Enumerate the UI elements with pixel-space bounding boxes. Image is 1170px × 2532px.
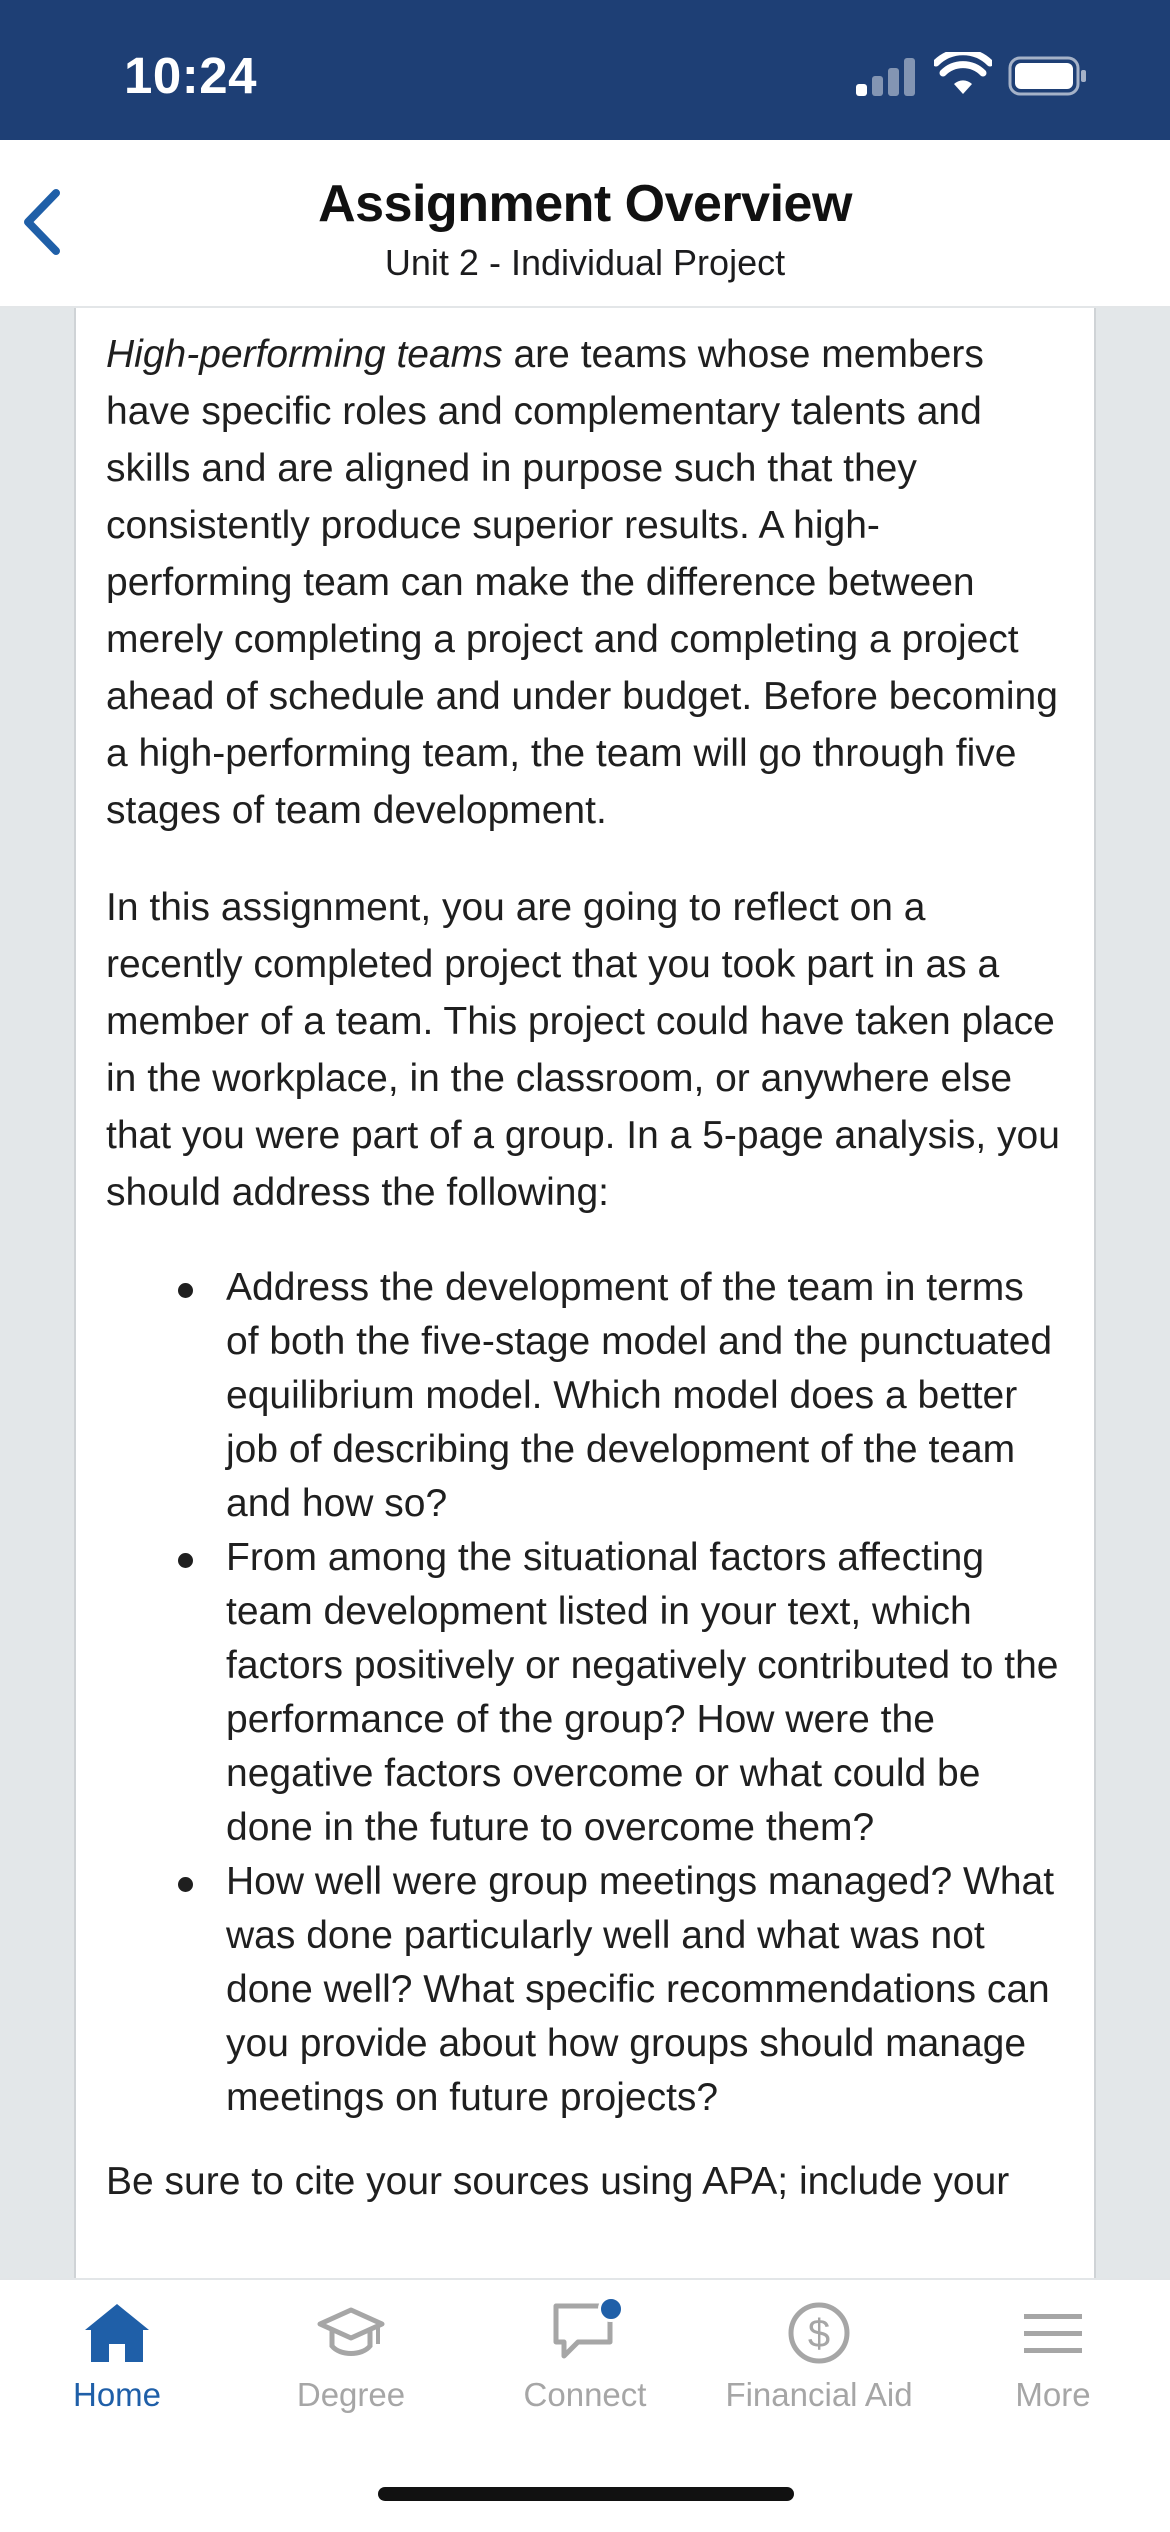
page-title: Assignment Overview <box>318 175 852 233</box>
assignment-card <box>74 308 1096 2278</box>
intro-paragraph <box>106 326 1064 839</box>
requirements-list <box>106 1261 1064 2125</box>
chat-bubble-icon <box>550 2300 620 2366</box>
list-item: From among the situational factors affecting team development listed in your text, which factors positively or negatively contributed to the performance of the group? How were the negative factors overcome or what could be done in the future to overcome them? <box>106 1531 1064 1855</box>
tab-more[interactable] <box>936 2300 1170 2420</box>
tab-label: Financial Aid <box>725 2376 913 2413</box>
tab-connect[interactable] <box>468 2300 702 2420</box>
intro-term: High-performing teams <box>106 333 503 376</box>
navigation-header <box>0 140 1170 308</box>
tab-home[interactable] <box>0 2300 234 2420</box>
dollar-circle-icon <box>784 2300 854 2366</box>
closing-paragraph: Be sure to cite your sources using APA; include your <box>106 2160 1010 2203</box>
home-indicator[interactable] <box>378 2487 794 2501</box>
svg-text:$: $ <box>807 2312 831 2356</box>
tab-degree[interactable] <box>234 2300 468 2420</box>
graduation-cap-icon <box>316 2300 386 2366</box>
tab-financial-aid[interactable] <box>702 2300 936 2420</box>
status-bar <box>0 0 1170 140</box>
battery-icon <box>1008 56 1088 96</box>
cellular-signal-icon <box>856 56 916 96</box>
intro-text: are teams whose members have specific roles and complementary talents and skills and are aligned in purpose such that they consistently produce superior results. A high-performing team can make the difference between merely completing a project and completing a project ahead of schedule and under budget. Before becoming a high-performing team, the team will go through five stages of team development. <box>106 333 1058 832</box>
status-time: 10:24 <box>124 47 257 104</box>
list-item: How well were group meetings managed? What was done particularly well and what was not done well? What specific recommendations can you provide about how groups should manage meetings on future projects? <box>106 1855 1064 2125</box>
assignment-paragraph: In this assignment, you are going to reflect on a recently completed project that you took part in as a member of a team. This project could have taken place in the workplace, in the classroom, or anywhere else that you were part of a group. In a 5-page analysis, you should address the following: <box>106 886 1060 1214</box>
notification-badge <box>598 2296 624 2322</box>
content-scroll-area[interactable] <box>0 308 1170 2278</box>
page-subtitle: Unit 2 - Individual Project <box>384 242 786 283</box>
home-icon <box>82 2300 152 2366</box>
tab-label: Degree <box>296 2376 406 2413</box>
menu-icon <box>1018 2300 1088 2366</box>
tab-label: Home <box>72 2376 162 2413</box>
tab-label: More <box>1015 2376 1091 2413</box>
tab-label: Connect <box>523 2376 647 2413</box>
wifi-icon <box>934 52 992 96</box>
list-item: Address the development of the team in terms of both the five-stage model and the punctuated equilibrium model. Which model does a better job of describing the development of the team and how so? <box>106 1261 1064 1531</box>
